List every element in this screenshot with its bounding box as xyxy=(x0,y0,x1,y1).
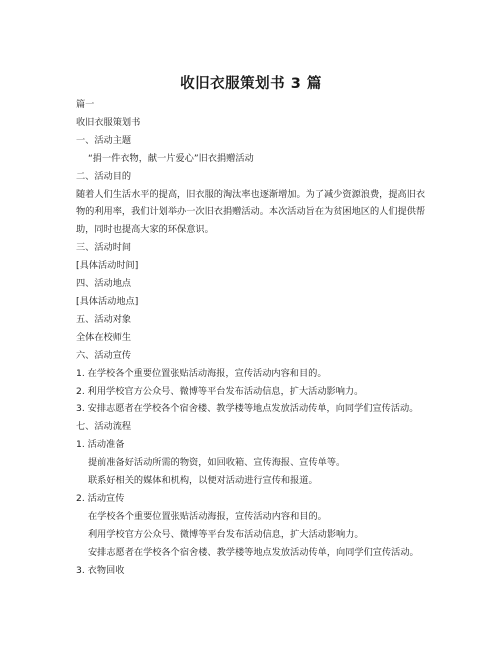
document-title: 收旧衣服策划书 3 篇 xyxy=(180,76,322,92)
paragraph-line: 利用学校官方公众号、微博等平台发布活动信息，扩大活动影响力。 xyxy=(88,528,364,540)
paragraph-line: “捐一件衣物，献一片爱心”旧衣捐赠活动 xyxy=(88,152,254,164)
paragraph-line: 四、活动地点 xyxy=(76,278,132,290)
paragraph-line: 七、活动流程 xyxy=(76,421,132,433)
paragraph-line: 全体在校师生 xyxy=(76,331,132,343)
paragraph-line: 联系好相关的媒体和机构，以便对活动进行宣传和报道。 xyxy=(88,475,318,487)
paragraph-line: 六、活动宣传 xyxy=(76,349,132,361)
paragraph-line: 3. 衣物回收 xyxy=(76,564,125,576)
paragraph-line: 五、活动对象 xyxy=(76,313,132,325)
document-body xyxy=(76,96,432,579)
paragraph-line: 随着人们生活水平的提高，旧衣服的淘汰率也逐渐增加。为了减少资源浪费，提高旧衣物的利用率，我们计划举办一次旧衣捐赠活动。本次活动旨在为贫困地区的人们提供帮助，同时也提高大家的环保意识。 xyxy=(76,188,426,236)
paragraph-line: [具体活动时间] xyxy=(76,260,139,272)
paragraph-line: [具体活动地点] xyxy=(76,295,139,307)
paragraph-line: 一、活动主题 xyxy=(76,134,132,146)
paragraph-line: 2. 利用学校官方公众号、微博等平台发布活动信息，扩大活动影响力。 xyxy=(76,385,364,397)
paragraph-line: 2. 活动宣传 xyxy=(76,492,125,504)
paragraph-line: 1. 活动准备 xyxy=(76,439,125,451)
paragraph-line: 篇一 xyxy=(76,99,95,110)
paragraph-line: 三、活动时间 xyxy=(76,242,132,254)
paragraph-line: 收旧衣服策划书 xyxy=(76,116,141,128)
paragraph-line: 在学校各个重要位置张贴活动海报，宣传活动内容和目的。 xyxy=(88,510,327,522)
paragraph-line: 1. 在学校各个重要位置张贴活动海报，宣传活动内容和目的。 xyxy=(76,367,327,379)
paragraph-line: 提前准备好活动所需的物资，如回收箱、宣传海报、宣传单等。 xyxy=(88,457,346,469)
paragraph-line: 安排志愿者在学校各个宿舍楼、教学楼等地点发放活动传单，向同学们宣传活动。 xyxy=(88,546,419,558)
paragraph-line: 二、活动目的 xyxy=(76,170,132,182)
paragraph-line: 3. 安排志愿者在学校各个宿舍楼、教学楼等地点发放活动传单，向同学们宣传活动。 xyxy=(76,403,419,415)
